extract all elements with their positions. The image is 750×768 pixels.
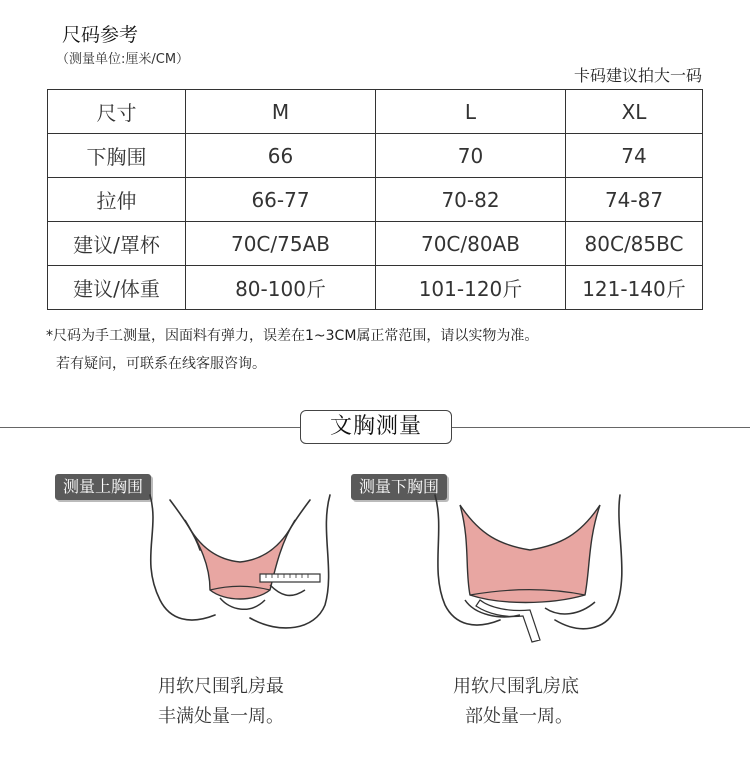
unit-note: （测量单位:厘米/CM） xyxy=(56,52,190,67)
footnote-line: 若有疑问，可联系在线客服咨询。 xyxy=(56,356,266,372)
table-cell: 建议/体重 xyxy=(48,266,186,310)
footnote xyxy=(46,322,538,378)
table-cell: 80C/85BC xyxy=(566,222,703,266)
caption-line: 用软尺围乳房底 xyxy=(453,676,579,697)
size-advice: 卡码建议拍大一码 xyxy=(573,66,702,85)
size-table xyxy=(47,89,703,310)
page-title: 尺码参考 xyxy=(62,24,139,46)
bra-shape xyxy=(460,505,600,603)
table-row xyxy=(48,134,703,178)
table-cell: 80-100斤 xyxy=(186,266,376,310)
table-cell: 70C/80AB xyxy=(376,222,566,266)
under-bust-caption xyxy=(453,672,579,732)
table-cell: 拉伸 xyxy=(48,178,186,222)
table-cell: 建议/罩杯 xyxy=(48,222,186,266)
table-header-row xyxy=(48,90,703,134)
table-cell: 74-87 xyxy=(566,178,703,222)
table-header-cell: M xyxy=(186,90,376,134)
table-cell: 66-77 xyxy=(186,178,376,222)
table-cell: 101-120斤 xyxy=(376,266,566,310)
table-header-cell: 尺寸 xyxy=(48,90,186,134)
upper-bust-tag: 测量上胸围 xyxy=(55,474,151,500)
table-row xyxy=(48,266,703,310)
bra-shape xyxy=(185,520,295,599)
section-title: 文胸测量 xyxy=(300,410,452,444)
table-cell: 70C/75AB xyxy=(186,222,376,266)
upper-bust-illustration xyxy=(130,490,350,650)
caption-line: 丰满处量一周。 xyxy=(158,706,284,727)
table-cell: 121-140斤 xyxy=(566,266,703,310)
table-header-cell: L xyxy=(376,90,566,134)
under-bust-illustration xyxy=(420,490,640,650)
under-bust-tag: 测量下胸围 xyxy=(351,474,447,500)
table-cell: 70-82 xyxy=(376,178,566,222)
table-cell: 下胸围 xyxy=(48,134,186,178)
caption-line: 部处量一周。 xyxy=(465,706,573,727)
table-cell: 66 xyxy=(186,134,376,178)
table-row xyxy=(48,178,703,222)
caption-line: 用软尺围乳房最 xyxy=(158,676,284,697)
table-cell: 74 xyxy=(566,134,703,178)
tape-measure xyxy=(476,600,540,642)
table-cell: 70 xyxy=(376,134,566,178)
table-row xyxy=(48,222,703,266)
footnote-line: *尺码为手工测量，因面料有弹力，误差在1~3CM属正常范围，请以实物为准。 xyxy=(46,328,539,344)
upper-bust-caption xyxy=(158,672,284,732)
table-header-cell: XL xyxy=(566,90,703,134)
